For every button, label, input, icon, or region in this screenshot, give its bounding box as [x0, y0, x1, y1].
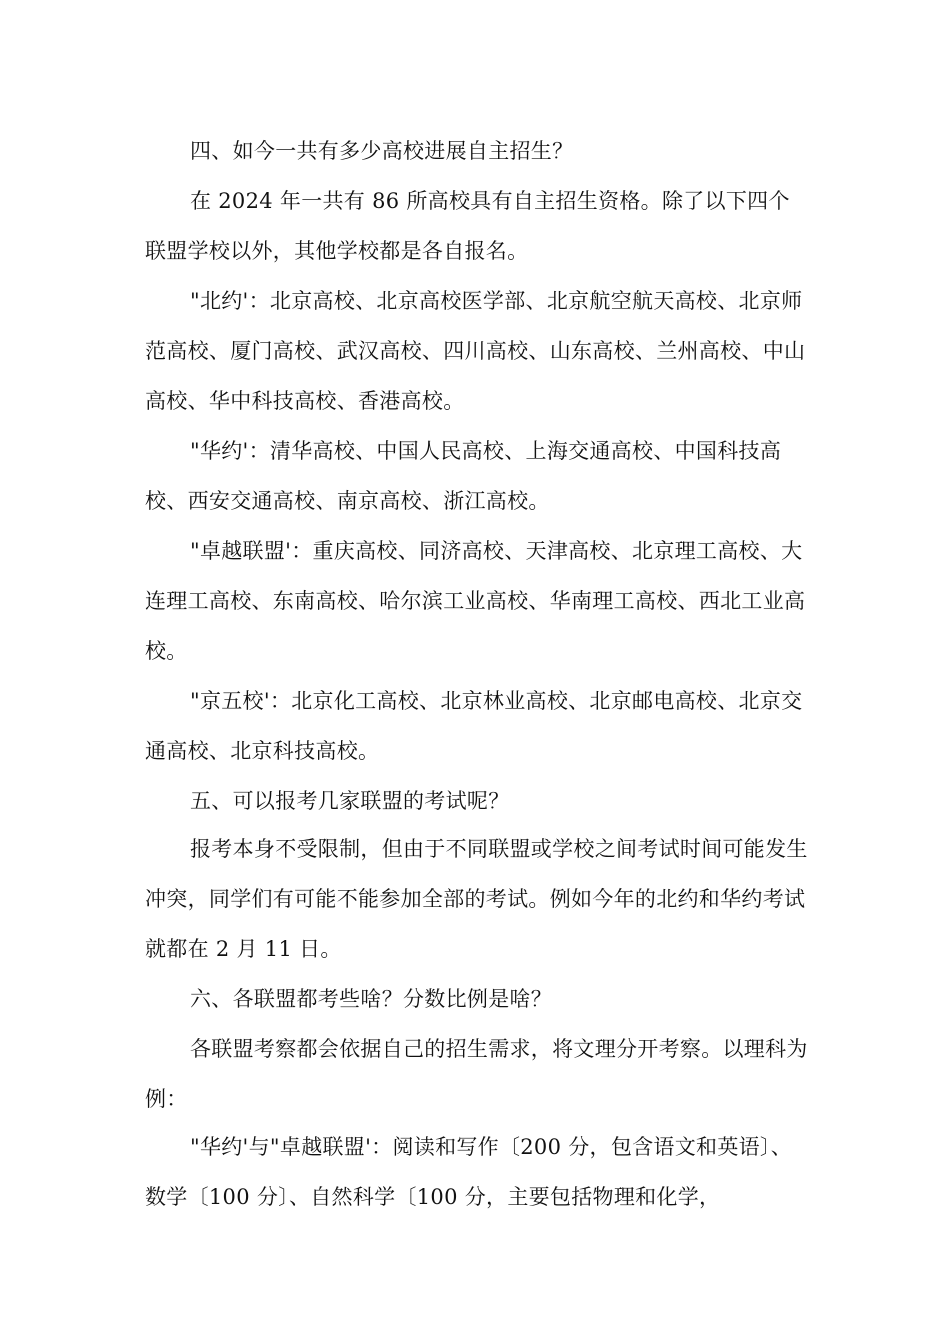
paragraph-q6-detail: "华约'与"卓越联盟'：阅读和写作〔200 分，包含语文和英语〕、数学〔100 分〕、自然科学〔100 分，主要包括物理和化学，: [145, 1135, 793, 1209]
paragraph-q6-answer: 各联盟考察都会依据自己的招生需求，将文理分开考察。以理科为例：: [145, 1037, 808, 1111]
paragraph-huayue: "华约'：清华高校、中国人民高校、上海交通高校、中国科技高校、西安交通高校、南京高校、浙江高校。: [145, 439, 782, 513]
paragraph-jingwu: "京五校'：北京化工高校、北京林业高校、北京邮电高校、北京交通高校、北京科技高校。: [145, 689, 803, 763]
paragraph-q5-answer: 报考本身不受限制，但由于不同联盟或学校之间考试时间可能发生冲突，同学们有可能不能参加全部的考试。例如今年的北约和华约考试就都在 2 月 11 日。: [145, 837, 808, 961]
section-title-q6: 六、各联盟都考些啥？分数比例是啥？: [190, 987, 553, 1011]
section-title-q5: 五、可以报考几家联盟的考试呢？: [190, 789, 510, 813]
section-title-q4: 四、如今一共有多少高校进展自主招生？: [190, 139, 574, 163]
paragraph-zhuoyue: "卓越联盟'：重庆高校、同济高校、天津高校、北京理工高校、大连理工高校、东南高校、哈尔滨工业高校、华南理工高校、西北工业高校。: [145, 539, 806, 663]
paragraph-q4-answer: 在 2024 年一共有 86 所高校具有自主招生资格。除了以下四个联盟学校以外，其他学校都是各自报名。: [145, 189, 790, 263]
paragraph-beiyue: "北约'：北京高校、北京高校医学部、北京航空航天高校、北京师范高校、厦门高校、武汉高校、四川高校、山东高校、兰州高校、中山高校、华中科技高校、香港高校。: [145, 289, 806, 413]
